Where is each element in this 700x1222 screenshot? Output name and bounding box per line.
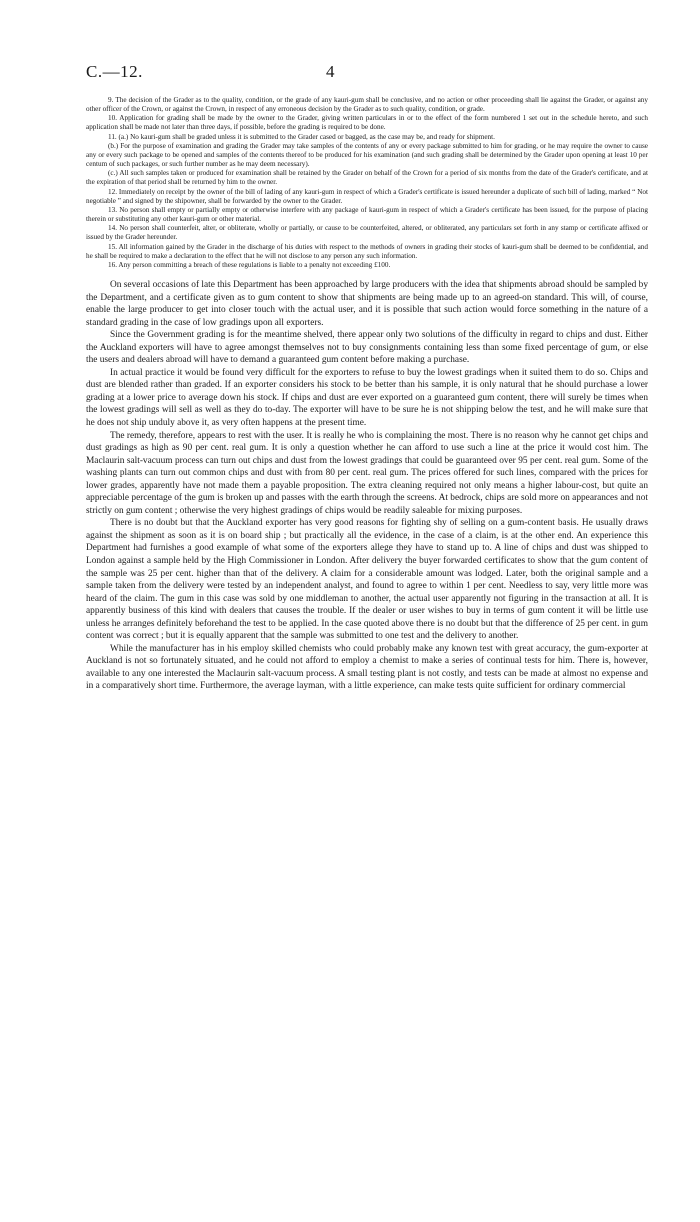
regulation-clause: (b.) For the purpose of examination and grading the Grader may take samples of the contents of any or every package submitted to him for grading, or he may require the owner to cause any or every such package to be opened and samples of the contents thereof to be produced for his examination (and such grading shall be determined by the Grader upon opening at least 10 per centum of such packages, or such further number as he may deem necessary).: [86, 141, 648, 169]
body-paragraph: There is no doubt but that the Auckland exporter has very good reasons for fighting shy of selling on a gum-content basis. He usually draws against the shipment as soon as it is on board ship ; but practically all the evidence, in the case of a claim, is at the other end. An experience this Department had furnishes a good example of what some of the exporters allege they have to stand up to. A line of chips and dust was shipped to London against a sample held by the High Commissioner in London. After delivery the buyer forwarded certificates to show that the gum content of the sample was 25 per cent. higher than that of the delivery. A claim for a considerable amount was lodged. Later, both the original sample and a sample taken from the delivery were tested by an independent analyst, and found to agree to within 1 per cent. Needless to say, very little more was heard of the claim. The gum in this case was sold by one middleman to another, the actual user apparently not figuring in the transaction at all. It is apparently business of this kind with dealers that causes the trouble. If the dealer or user wishes to buy in terms of gum content it will be little use unless he arranges definitely beforehand the test to be applied. In the case quoted above there is no doubt but that the difference of 25 per cent. in gum content was correct ; but it is equally apparent that the sample was submitted to one test and the delivery to another.: [86, 518, 648, 642]
body-paragraph: On several occasions of late this Department has been approached by large producers with the idea that shipments abroad should be sampled by the Department, and a certificate given as to gum content to show that shipments are being made up to an agreed-on standard. This will, of course, enable the large producer to get into closer touch with the actual user, and it is possible that such action would force something in the nature of a standard grading in the case of low gradings upon all exporters.: [86, 279, 648, 328]
regulation-clause: 10. Application for grading shall be made by the owner to the Grader, giving written particulars in or to the effect of the form numbered 1 set out in the schedule hereto, and such application shall be made not later than three days, if possible, before the grading is required to be done.: [86, 114, 648, 132]
regulation-clause: 12. Immediately on receipt by the owner of the bill of lading of any kauri-gum in respect of which a Grader's certificate is issued hereunder a duplicate of such bill of lading, marked “ Not negotiable ” and signed by the shipowner, shall be forwarded by the owner to the Grader.: [86, 187, 648, 205]
regulation-clause: 14. No person shall counterfeit, alter, or obliterate, wholly or partially, or cause to be counterfeited, altered, or obliterated, any particulars set forth in any stamp or certificate affixed or issued by the Grader hereunder.: [86, 224, 648, 242]
page-header: [86, 62, 648, 96]
document-page: [0, 62, 700, 1222]
document-code: C.—12.: [86, 62, 143, 81]
page-number: 4: [326, 62, 335, 81]
regulation-clause: 11. (a.) No kauri-gum shall be graded unless it is submitted to the Grader cased or bagged, as the case may be, and ready for shipment.: [108, 132, 495, 141]
regulation-clause: 13. No person shall empty or partially empty or otherwise interfere with any package of kauri-gum in respect of which a Grader's certificate has been issued, for the purpose of placing therein or substituting any other kauri-gum or other material.: [86, 205, 648, 224]
regulation-clause: 9. The decision of the Grader as to the quality, condition, or the grade of any kauri-gum shall be conclusive, and no action or other proceeding shall lie against the Grader, or against any other officer of the Crown, or against the Crown, in respect of any erroneous decision by the Grader as to such quality, condition, or grade.: [86, 96, 648, 114]
body-paragraph: The remedy, therefore, appears to rest with the user. It is really he who is complaining the most. There is no reason why he cannot get chips and dust gradings as high as 90 per cent. real gum. It is only a question whether he can afford to use such a line at the price it would cost him. The Maclaurin salt-vacuum process can turn out chips and dust from the lowest gradings that could be guaranteed over 95 per cent. real gum. Some of the washing plants can turn out common chips and dust with from 80 per cent. real gum. The prices offered for such lines, compared with the prices for lower grades, apparently have not made them a payable proposition. The extra cleaning required not only means a higher labour-cost, but quite an appreciable percentage of the gum is broken up and passes with the earth through the screens. At bedrock, chips are sold more on appearances and not strictly on gum content ; otherwise the very highest gradings of chips would be readily saleable for mixing purposes.: [86, 430, 648, 516]
body-paragraph: Since the Government grading is for the meantime shelved, there appear only two solutions of the difficulty in regard to chips and dust. Either the Auckland exporters will have to agree amongst themselves not to buy consignments containing less than some fixed percentage of gum, or else the users and dealers abroad will have to demand a guaranteed gum content before making a purchase.: [86, 330, 648, 366]
regulation-clause: 15. All information gained by the Grader in the discharge of his duties with respect to the methods of owners in grading their stocks of kauri-gum shall be deemed to be confidential, and he shall be required to make a declaration to the effect that he will not disclose to any person any such information.: [86, 242, 648, 260]
body-paragraph: While the manufacturer has in his employ skilled chemists who could probably make any known test with great accuracy, the gum-exporter at Auckland is not so fortunately situated, and he could not afford to employ a chemist to make a series of continual tests for him. There is, however, available to any one interested the Maclaurin salt-vacuum process. A small testing plant is not costly, and tests can be made at almost no expense and in a comparatively short time. Furthermore, the average layman, with a little experience, can make tests quite sufficient for ordinary commercial: [86, 643, 648, 692]
regulation-clause: (c.) All such samples taken or produced for examination shall be retained by the Grader on behalf of the Crown for a period of six months from the date of the Grader's certificate, and at the expiration of that period shall be returned by him to the owner.: [86, 169, 648, 187]
body-text: [86, 279, 648, 693]
body-paragraph: In actual practice it would be found very difficult for the exporters to refuse to buy the lowest gradings when it suited them to do so. Chips and dust are blended rather than graded. If an exporter considers his stock to be better than his sample, it is only natural that he should purchase a lower grading at a lower price to average down his stock. If chips and dust are ever exported on a guaranteed gum content, there will surely be times when the lowest gradings will sell as well as they do to-day. The exporter will have to be sure he is not shipping below the test, and he will make sure that he does not ship unduly above it, as very often happens at the present time.: [86, 367, 648, 428]
regulations-list: [86, 96, 648, 270]
regulation-clause: 16. Any person committing a breach of these regulations is liable to a penalty not exceeding £100.: [108, 260, 391, 269]
